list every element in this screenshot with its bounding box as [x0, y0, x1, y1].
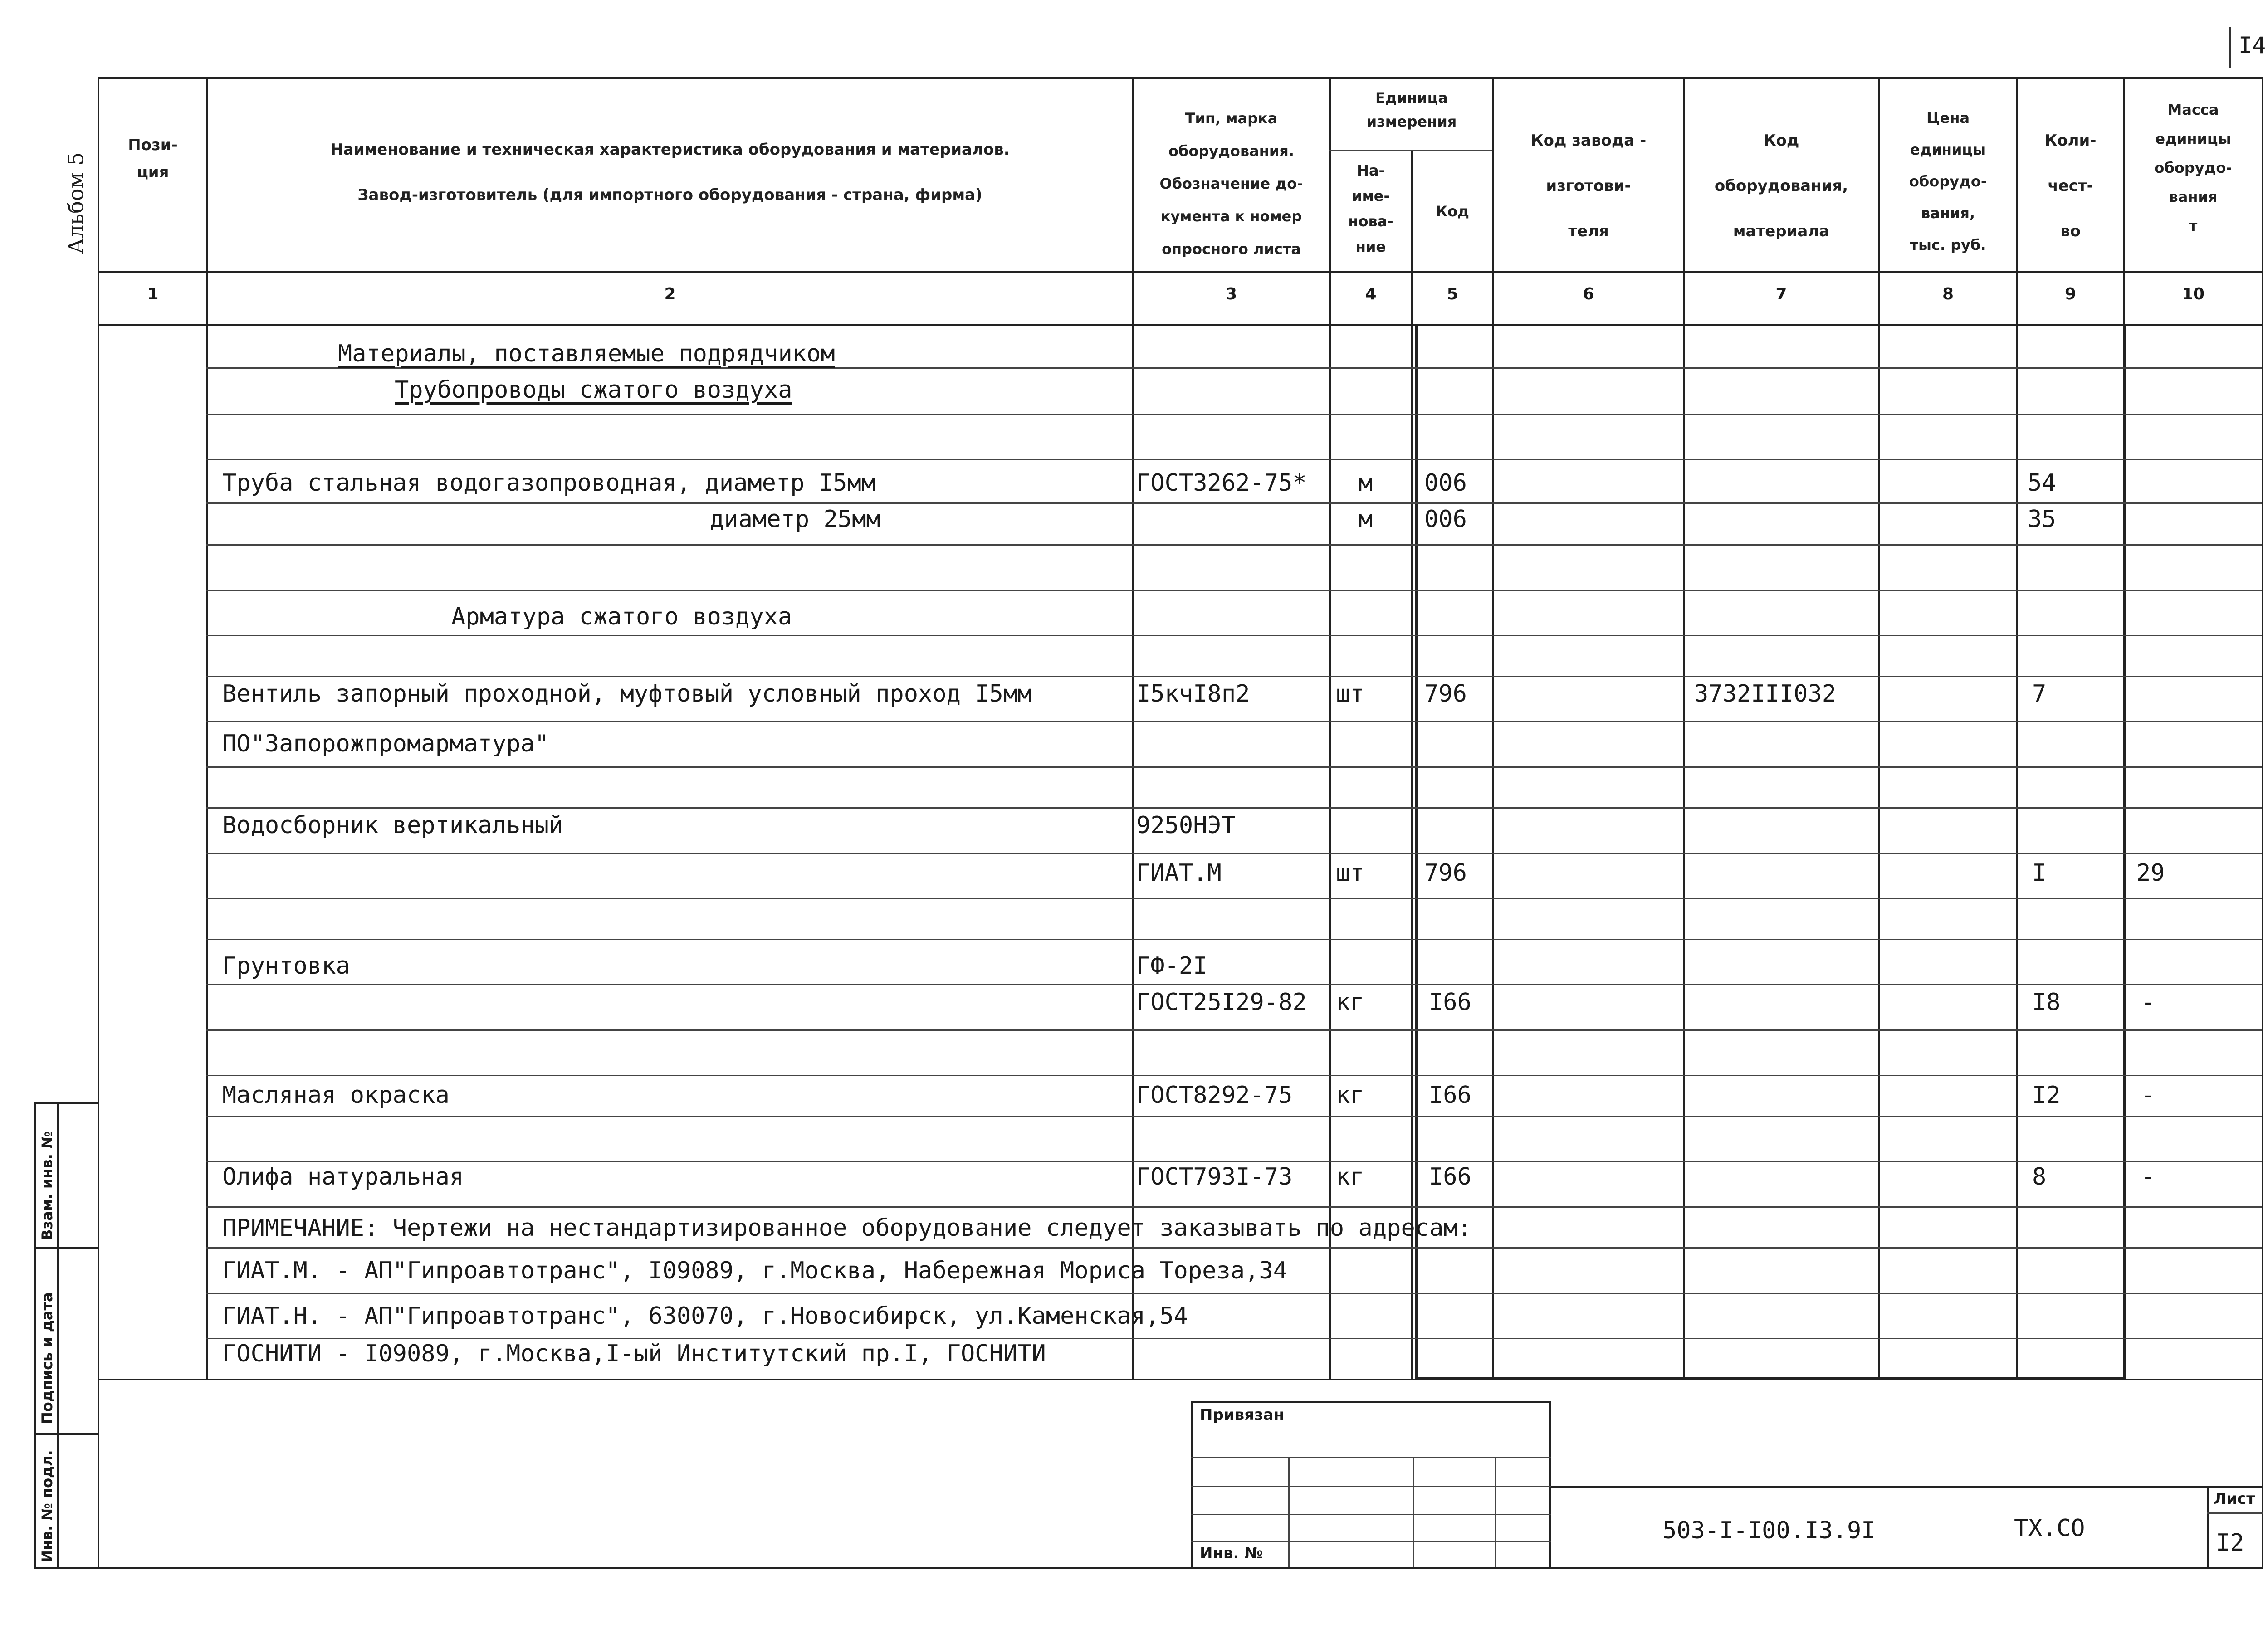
- header-position: Пози- ция: [128, 136, 178, 181]
- item-name: Водосборник вертикальный: [222, 812, 563, 839]
- header-name: Наименование и техническая характеристика оборудования и материалов. Завод-изготовитель (для импортного оборудования - страна, фирма): [330, 141, 1010, 204]
- item-type: ГОСТ3262-75*: [1136, 469, 1307, 497]
- item-unit: м: [1359, 506, 1373, 533]
- item-name: Труба стальная водогазопроводная, диаметр I5мм: [222, 469, 876, 497]
- header-type: Тип, марка оборудования. Обозначение до- кумента к номер опросного листа: [1159, 110, 1303, 258]
- section-title-pipelines: Трубопроводы сжатого воздуха: [395, 376, 792, 404]
- item-type: I5кчI8п2: [1136, 680, 1250, 707]
- item-name: Олифа натуральная: [222, 1163, 464, 1190]
- header-unit: Единица измерения: [1366, 89, 1457, 130]
- header-unit-name: На- име- нова- ние: [1348, 162, 1393, 255]
- header-unit-code: Код: [1436, 203, 1469, 220]
- col-number-4: 4: [1365, 285, 1377, 303]
- col-number-10: 10: [2181, 285, 2205, 303]
- col-number-9: 9: [2064, 285, 2077, 303]
- header-factory-code: Код завода - изготови- теля: [1530, 132, 1647, 240]
- item-unit-code: I66: [1429, 1163, 1471, 1190]
- item-unit-code: 006: [1424, 506, 1467, 533]
- item-name: Вентиль запорный проходной, муфтовый условный проход I5мм: [222, 680, 1032, 707]
- item-unit: кг: [1336, 989, 1364, 1016]
- sheet-label: Лист: [2214, 1490, 2255, 1508]
- sheet-code: ТХ.СО: [2014, 1515, 2085, 1542]
- col-number-6: 6: [1583, 285, 1594, 303]
- item-type: ГФ-2I: [1136, 952, 1207, 980]
- item-mass: 29: [2136, 859, 2165, 887]
- item-type: 9250НЭТ: [1136, 812, 1236, 839]
- item-unit: кг: [1336, 1163, 1364, 1190]
- item-unit-code: 006: [1424, 469, 1467, 497]
- page-number: I4: [2239, 32, 2266, 59]
- item-type: ГОСТ8292-75: [1136, 1082, 1293, 1109]
- section-title-fittings: Арматура сжатого воздуха: [451, 603, 792, 630]
- col-number-7: 7: [1775, 285, 1787, 303]
- note-line: ГИАТ.Н. - АП"Гипроавтотранс", 630070, г.Новосибирск, ул.Каменская,54: [222, 1302, 1188, 1330]
- section-title-materials: Материалы, поставляемые подрядчиком: [338, 340, 835, 367]
- item-name: Грунтовка: [222, 952, 350, 980]
- document-code: 503-I-I00.I3.9I: [1662, 1517, 1876, 1544]
- item-unit: кг: [1336, 1082, 1364, 1109]
- item-unit-code: 796: [1424, 859, 1467, 887]
- item-quantity: 7: [2032, 680, 2047, 707]
- item-equipment-code: 3732III032: [1694, 680, 1837, 707]
- item-type: ГОСТ25I29-82: [1136, 989, 1307, 1016]
- item-type: ГОСТ793I-73: [1136, 1163, 1293, 1190]
- album-label: Альбом 5: [64, 152, 88, 254]
- sheet-number: I2: [2216, 1529, 2244, 1556]
- item-unit-code: I66: [1429, 1082, 1471, 1109]
- item-quantity: 35: [2028, 506, 2056, 533]
- privyazan-label: Привязан: [1200, 1406, 1285, 1424]
- item-unit-code: 796: [1424, 680, 1467, 707]
- item-quantity: 8: [2032, 1163, 2047, 1190]
- item-name: ПО"Запорожпромарматура": [222, 730, 549, 757]
- col-number-2: 2: [664, 285, 676, 303]
- header-equipment-code: Код оборудования, материала: [1714, 132, 1848, 240]
- item-mass: -: [2141, 1163, 2156, 1190]
- item-mass: -: [2141, 989, 2156, 1016]
- item-quantity: I8: [2032, 989, 2061, 1016]
- item-unit: м: [1359, 469, 1373, 497]
- header-mass: Масса единицы оборудо- вания т: [2154, 101, 2232, 234]
- item-quantity: I2: [2032, 1082, 2061, 1109]
- side-label-signature-date: Подпись и дата: [39, 1292, 56, 1424]
- page-number-mark: [2229, 27, 2231, 68]
- side-label-original-inv: Инв. № подл.: [39, 1450, 56, 1562]
- item-unit: шт: [1336, 680, 1364, 707]
- item-mass: -: [2141, 1082, 2156, 1109]
- item-name: Масляная окраска: [222, 1082, 450, 1109]
- inv-number-label: Инв. №: [1200, 1544, 1263, 1562]
- item-quantity: I: [2032, 859, 2047, 887]
- note-line: ПРИМЕЧАНИЕ: Чертежи на нестандартизированное оборудование следует заказывать по адресам:: [222, 1215, 1472, 1242]
- col-number-5: 5: [1447, 285, 1458, 303]
- header-price: Цена единицы оборудо- вания, тыс. руб.: [1909, 109, 1987, 254]
- item-unit: шт: [1336, 859, 1364, 887]
- item-quantity: 54: [2028, 469, 2056, 497]
- note-line: ГИАТ.М. - АП"Гипроавтотранс", I09089, г.Москва, Набережная Мориса Тореза,34: [222, 1257, 1287, 1284]
- item-unit-code: I66: [1429, 989, 1471, 1016]
- col-number-8: 8: [1942, 285, 1954, 303]
- item-name: диаметр 25мм: [710, 506, 880, 533]
- note-line: ГОСНИТИ - I09089, г.Москва,I-ый Институтский пр.I, ГОСНИТИ: [222, 1340, 1046, 1367]
- side-label-replaced-inv: Взам. инв. №: [39, 1131, 56, 1240]
- col-number-1: 1: [147, 285, 159, 303]
- col-number-3: 3: [1225, 285, 1237, 303]
- item-type: ГИАТ.М: [1136, 859, 1222, 887]
- header-quantity: Коли- чест- во: [2044, 132, 2097, 240]
